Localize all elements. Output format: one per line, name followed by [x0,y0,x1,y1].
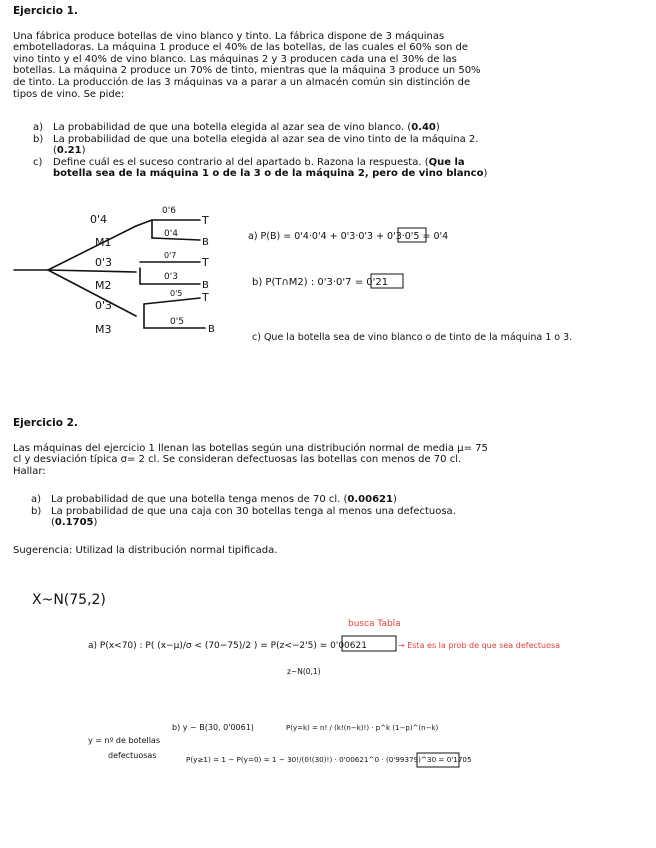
answer-1a: 0.40 [411,122,436,133]
hw-answer-c: c) Que la botella sea de vino blanco o de tinto de la máquina 1 o 3. [252,332,573,343]
tree-label: M3 [95,323,112,336]
hw-answer-a: a) P(B) = 0'4·0'4 + 0'3·0'3 + 0'3·0'5 = 0'4 [248,231,449,242]
exercise-1-line: embotelladoras. La máquina 1 produce el 40% de las botellas, de las cuales el 60% son de [13,42,469,54]
tree-leaf: B [208,324,215,335]
tree-label: 0'6 [162,206,176,216]
exercise-2-line: Hallar: [13,465,46,477]
handwritten-answers-2 [32,592,472,767]
exercise-1-line: tipos de vino. Se pide: [13,88,125,100]
tree-leaf: T [202,291,209,304]
tree-leaf: B [202,280,209,291]
exercise-1-line: Una fábrica produce botellas de vino blanco y tinto. La fábrica dispone de 3 máquinas [13,30,445,42]
hw-y-definition-2: defectuosas [108,751,157,760]
question-1b: b) La probabilidad de que una botella elegida al azar sea de vino tinto de la máquina 2. (0.21) [33,133,479,157]
hw-answer-2b: P(y≥1) = 1 − P(y=0) = 1 − 30!/(0!(30)!) · 0'00621^0 · (0'99379)^30 = 0'1705 [186,755,472,764]
tree-label: M1 [95,236,112,249]
answer-2a: 0.00621 [347,494,393,505]
question-1c: c) Define cuál es el suceso contrario al del apartado b. Razona la respuesta. (Que la botella sea de la máquina 1 o de la 3 o de la máquina 2, pero de vino blanco) [33,156,488,180]
answer-1c: Que la [428,156,465,168]
hw-answer-2a: a) P(x<70) : P( (x−μ)/σ < (70−75)/2 ) = P(z<−2'5) = 0'00621 [88,641,367,651]
question-2a: a) La probabilidad de que una botella tenga menos de 70 cl. (0.00621) [31,494,397,505]
hw-binomial-formula: P(y=k) = n! / (k!(n−k)!) · p^k (1−p)^(n−k) [286,724,439,732]
hw-answer-b: b) P(T∩M2) : 0'3·0'7 = 0'21 [252,277,389,288]
tree-label: 0'7 [164,251,177,260]
exercise-1-line: botellas. La máquina 2 produce un 70% de tinto, mientras que la máquina 3 produce un 50% [13,65,481,77]
tree-label: 0'5 [170,289,183,298]
answer-1b: 0.21 [56,145,82,157]
handwritten-red-notes [348,619,560,650]
tree-leaf: T [202,214,209,227]
hw-y-definition: y = nº de botellas [88,736,160,745]
tree-label: M2 [95,279,112,292]
tree-label: 0'4 [90,213,108,226]
hw-red-note: → Esta es la prob de que sea defectuosa [398,641,561,650]
exercise-2-line: cl y desviación típica σ= 2 cl. Se consideran defectuosas las botellas con menos de 70 cl. [13,454,462,466]
hw-red-note-table: busca Tabla [348,619,401,629]
answer-2b: 0.1705 [54,517,94,529]
exercise-1-line: vino tinto y el 40% de vino blanco. Las máquinas 2 y 3 producen cada una el 30% de las [13,53,457,65]
tree-leaf: B [202,237,209,248]
hw-distribution: X~N(75,2) [32,592,106,608]
hw-binomial: b) y ~ B(30, 0'0061) [172,723,254,732]
tree-leaf: T [202,256,209,269]
answer-1c-cont: botella sea de la máquina 1 o de la 3 o de la máquina 2, pero de vino blanco [53,168,484,180]
tree-label: 0'3 [95,299,113,312]
question-1a: a) La probabilidad de que una botella elegida al azar sea de vino blanco. (0.40) [33,122,440,133]
exercise-2-line: Las máquinas del ejercicio 1 llenan las botellas según una distribución normal de media μ= 75 [13,442,488,454]
exercise-1-line: de tinto. La producción de las 3 máquinas va a parar a un almacén común sin distinción de [13,76,471,88]
question-2b: b) La probabilidad de que una caja con 30 botellas tenga al menos una defectuosa. (0.1705) [31,505,456,529]
hint: Sugerencia: Utilizad la distribución normal tipificada. [13,545,278,556]
tree-label: 0'3 [95,256,113,269]
exercise-1-title: Ejercicio 1. [13,5,78,17]
hw-standard-normal: z~N(0,1) [287,667,321,676]
exercise-2-title: Ejercicio 2. [13,417,78,429]
tree-label: 0'5 [170,317,184,327]
tree-label: 0'3 [164,272,178,282]
tree-label: 0'4 [164,229,178,239]
